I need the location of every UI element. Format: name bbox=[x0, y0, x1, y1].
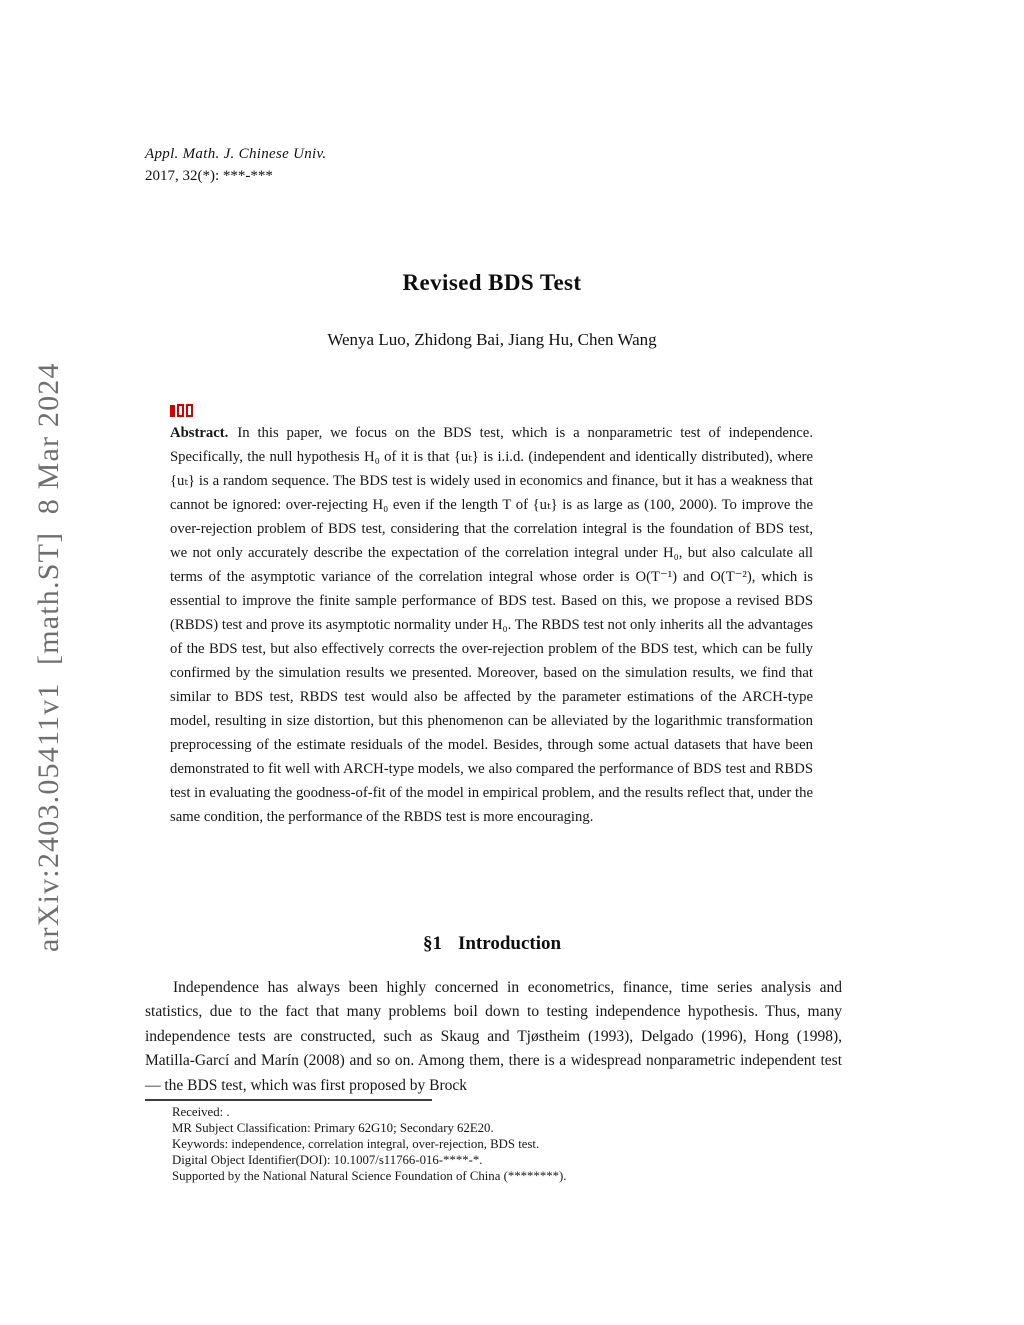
red-bar-outline bbox=[177, 404, 184, 417]
journal-name: Appl. Math. J. Chinese Univ. bbox=[145, 146, 327, 162]
paper-title: Revised BDS Test bbox=[402, 270, 582, 295]
arxiv-watermark: arXiv:2403.05411v1 [math.ST] 8 Mar 2024 bbox=[32, 362, 65, 952]
journal-header bbox=[145, 143, 326, 187]
journal-issue: 2017, 32(*): ***-*** bbox=[145, 168, 273, 184]
section-heading-introduction bbox=[145, 933, 839, 955]
footnote-doi: Digital Object Identifier(DOI): 10.1007/s11766-016-****-*. bbox=[172, 1153, 483, 1167]
footnote-keywords: Keywords: independence, correlation integral, over-rejection, BDS test. bbox=[172, 1137, 540, 1151]
footnotes bbox=[172, 1104, 842, 1184]
footnote-rule bbox=[145, 1099, 432, 1101]
introduction-paragraph: Independence has always been highly concerned in econometrics, finance, time series analysis and statistics, due to the fact that many problems boil down to testing independence hypothesis. Thus, many independence tests are constructed, such as Skaug and Tjøstheim (1993), Delgado (1996), Hong (1998), Matilla-Garcí and Marín (2008) and so on. Among them, there is a widespread nonparametric independent test — the BDS test, which was first proposed by Brock bbox=[145, 979, 842, 1094]
red-bar-outline bbox=[186, 404, 193, 417]
footnote-received: Received: . bbox=[172, 1105, 230, 1119]
abstract-text: In this paper, we focus on the BDS test, which is a nonparametric test of independence. Specifically, the null hypothesis H₀ of it is that {uₜ} is i.i.d. (independent and identically distributed), where {uₜ} is a random sequence. The BDS test is widely used in economics and finance, but it has a weakness that cannot be ignored: over-rejecting H₀ even if the length T of {uₜ} is as large as (100, 2000). To improve the over-rejection problem of BDS test, considering that the correlation integral is the foundation of BDS test, we not only accurately describe the expectation of the correlation integral under H₀, but also calculate all terms of the asymptotic variance of the correlation integral whose order is O(T⁻¹) and O(T⁻²), which is essential to improve the finite sample performance of BDS test. Based on this, we propose a revised BDS (RBDS) test and prove its asymptotic normality under H₀. The RBDS test not only inherits all the advantages of the BDS test, but also effectively corrects the over-rejection problem of the BDS test, which can be fully confirmed by the simulation results we presented. Moreover, based on the simulation results, we find that similar to BDS test, RBDS test would also be affected by the parameter estimations of the ARCH-type model, resulting in size distortion, but this phenomenon can be alleviated by the logarithmic transformation preprocessing of the estimate residuals of the model. Besides, through some actual datasets that have been demonstrated to fit well with ARCH-type models, we also compared the performance of BDS test and RBDS test in evaluating the goodness-of-fit of the model in empirical problem, and the results reflect that, under the same condition, the performance of the RBDS test is more encouraging. bbox=[170, 425, 813, 825]
section-number: §1 bbox=[422, 933, 442, 954]
abstract bbox=[170, 421, 813, 829]
red-bar-solid bbox=[170, 405, 175, 417]
abstract-label: Abstract. bbox=[170, 425, 229, 441]
red-bars-icon bbox=[170, 404, 193, 417]
footnote-funding: Supported by the National Natural Science Foundation of China (********). bbox=[172, 1169, 567, 1183]
footnote-mr-classification: MR Subject Classification: Primary 62G10; Secondary 62E20. bbox=[172, 1121, 494, 1135]
paper-authors: Wenya Luo, Zhidong Bai, Jiang Hu, Chen Wang bbox=[327, 330, 657, 349]
section-title: Introduction bbox=[457, 933, 562, 954]
